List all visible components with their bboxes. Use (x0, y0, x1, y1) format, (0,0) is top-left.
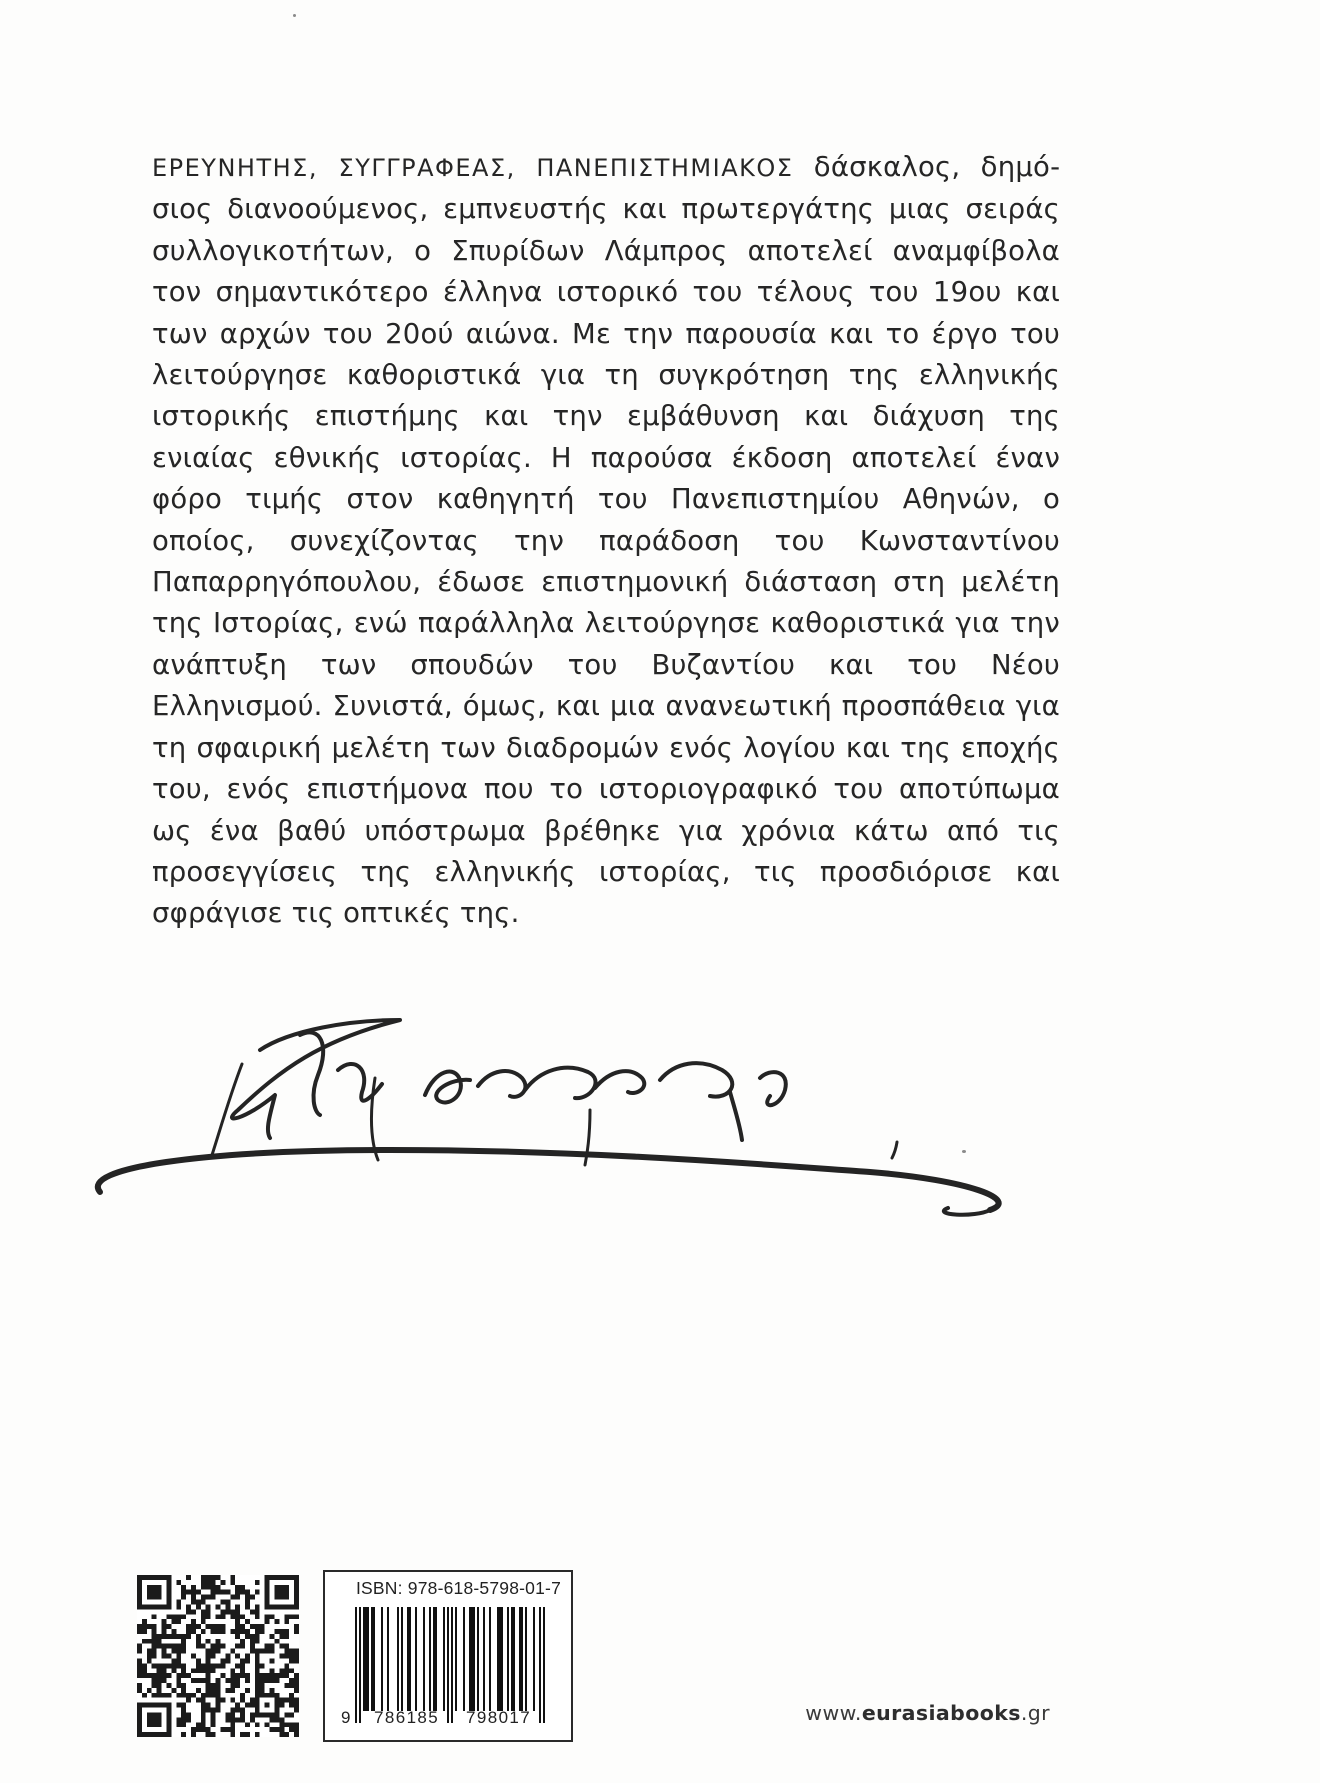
website-brand: eurasiabooks (861, 1701, 1021, 1725)
scan-speck (293, 14, 296, 17)
handwritten-signature (70, 1000, 1150, 1300)
ean-left-digits: 786185 (374, 1708, 440, 1727)
website-suffix: .gr (1020, 1701, 1050, 1725)
website-prefix: www. (805, 1701, 862, 1725)
publisher-website[interactable] (805, 1701, 1050, 1725)
blurb-lead-small-caps: ΕΡΕΥΝΗΤΗΣ, ΣΥΓΓΡΑΦΕΑΣ, ΠΑΝΕΠΙΣΤΗΜΙΑΚΟΣ (152, 154, 794, 182)
blurb-body: δάσκαλος, δημόσιος διανοούμενος, εμπνευστής και πρωτεργάτης μιας σειράς συλλογικοτήτων, ο Σπυρίδων Λάμπρος αποτελεί αναμφίβολα τον σημαντικότερο έλληνα ιστορικό του τέλους του 19ου και των αρχών του 20ού αιώνα. Με την παρουσία και το έργο του λειτούργησε καθοριστικά για τη συγκρότηση της ελληνικής ιστορικής επιστήμης και την εμβάθυνση και διάχυση της ενιαίας εθνικής ιστορίας. Η παρούσα έκδοση αποτελεί έναν φόρο τιμής στον καθηγητή του Πανεπιστημίου Αθηνών, ο οποίος, συνεχίζοντας την παράδοση του Κωνσταντίνου Παπαρρηγόπουλου, έδωσε επιστημονική διάσταση στη μελέτη της Ιστορίας, ενώ παράλληλα λειτούργησε καθοριστικά για την ανάπτυξη των σπουδών του Βυζαντίου και του Νέου Ελληνισμού. Συνιστά, όμως, και μια ανανεωτική προσπάθεια για τη σφαιρική μελέτη των διαδρομών ενός λογίου και της εποχής του, ενός επιστήμονα που το ιστοριογραφικό του αποτύπωμα ως ένα βαθύ υπόστρωμα βρέθηκε για χρόνια κάτω από τις προσεγγίσεις της ελληνικής ιστορίας, τις προσδιόρισε και σφράγισε τις οπτικές της. (152, 151, 1060, 930)
ean13-barcode (355, 1607, 545, 1723)
qr-code (137, 1575, 299, 1737)
isbn-barcode-box (323, 1570, 573, 1742)
ean-right-digits: 798017 (466, 1708, 532, 1727)
isbn-label: ISBN: 978-618-5798-01-7 (356, 1578, 562, 1598)
ean-lead-digit: 9 (341, 1708, 351, 1727)
back-cover-blurb (152, 147, 1060, 935)
